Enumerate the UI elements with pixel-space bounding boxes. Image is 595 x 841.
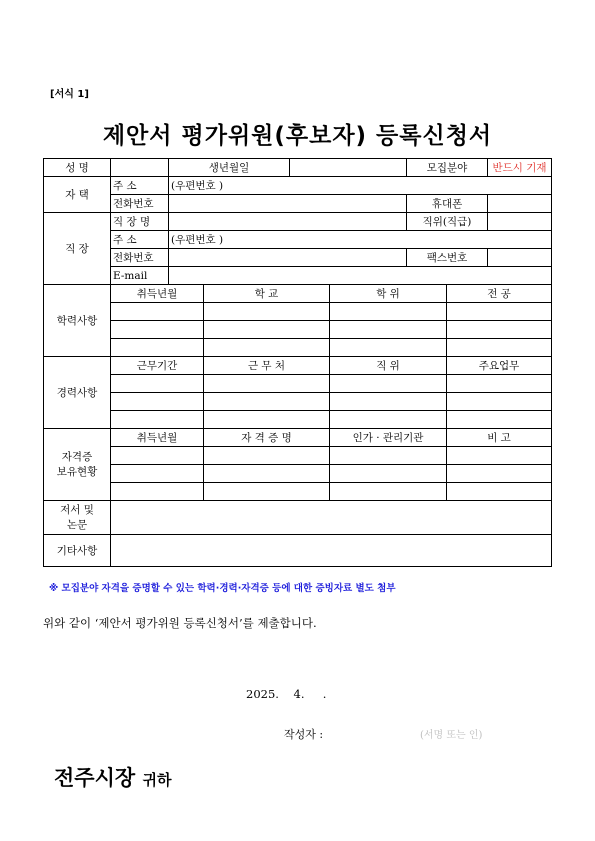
education-entry-row: [44, 321, 552, 339]
education-header-degree: 학 위: [330, 285, 447, 303]
home-address-row: [44, 177, 552, 195]
papers-row: [44, 501, 552, 535]
home-mobile-label: 휴대폰: [407, 195, 488, 213]
license-entry-row: [44, 465, 552, 483]
work-fax-label: 팩스번호: [407, 249, 488, 267]
education-header-date: 취득년월: [111, 285, 204, 303]
attachment-note: ※ 모집분야 자격을 증명할 수 있는 학력·경력·자격증 등에 대한 증빙자료 별도 첨부: [49, 583, 396, 594]
work-address-label: 주 소: [111, 231, 169, 249]
career-section-label: 경력사항: [44, 357, 111, 429]
home-phone-row: [44, 195, 552, 213]
field-label: 모집분야: [407, 159, 488, 177]
papers-section-label: 저서 및 논문: [44, 501, 111, 535]
addressee-name: 전주시장: [54, 766, 136, 790]
license-section-label: 자격증 보유현황: [44, 429, 111, 501]
submission-date: 2025. 4. .: [246, 687, 327, 701]
papers-field[interactable]: [111, 501, 552, 535]
addressee-honorific: 귀하: [142, 771, 172, 789]
work-company-label: 직 장 명: [111, 213, 169, 231]
addressee: [54, 762, 171, 792]
license-header-row: [44, 429, 552, 447]
career-entry-row: [44, 393, 552, 411]
work-company-field[interactable]: [169, 213, 407, 231]
work-address-field[interactable]: (우편번호 ): [169, 231, 552, 249]
license-entry-row: [44, 447, 552, 465]
work-email-row: [44, 267, 552, 285]
career-header-workplace: 근 무 처: [204, 357, 330, 375]
license-header-remarks: 비 고: [447, 429, 552, 447]
work-fax-field[interactable]: [488, 249, 552, 267]
career-header-period: 근무기간: [111, 357, 204, 375]
birth-label: 생년월일: [169, 159, 290, 177]
name-label: 성 명: [44, 159, 111, 177]
work-company-row: [44, 213, 552, 231]
etc-field[interactable]: [111, 535, 552, 567]
home-mobile-field[interactable]: [488, 195, 552, 213]
career-entry-row: [44, 411, 552, 429]
etc-row: [44, 535, 552, 567]
education-header-school: 학 교: [204, 285, 330, 303]
home-phone-label: 전화번호: [111, 195, 169, 213]
education-header-major: 전 공: [447, 285, 552, 303]
career-entry-row: [44, 375, 552, 393]
career-header-row: [44, 357, 552, 375]
home-phone-field[interactable]: [169, 195, 407, 213]
author-label: 작성자 :: [284, 728, 324, 741]
work-section-label: 직 장: [44, 213, 111, 285]
signature-hint[interactable]: (서명 또는 인): [420, 730, 483, 741]
work-phone-label: 전화번호: [111, 249, 169, 267]
name-field[interactable]: [111, 159, 169, 177]
etc-section-label: 기타사항: [44, 535, 111, 567]
career-header-duties: 주요업무: [447, 357, 552, 375]
work-position-label: 직위(직급): [407, 213, 488, 231]
work-email-field[interactable]: [169, 267, 552, 285]
education-entry-row: [44, 303, 552, 321]
license-header-name: 자 격 증 명: [204, 429, 330, 447]
form-number-label: [서식 1]: [50, 89, 89, 100]
registration-form-table: [43, 158, 552, 567]
home-address-label: 주 소: [111, 177, 169, 195]
name-row: [44, 159, 552, 177]
work-phone-row: [44, 249, 552, 267]
career-header-position: 직 위: [330, 357, 447, 375]
education-header-row: [44, 285, 552, 303]
page-title: 제안서 평가위원(후보자) 등록신청서: [102, 123, 493, 149]
birth-field[interactable]: [290, 159, 407, 177]
work-address-row: [44, 231, 552, 249]
field-value[interactable]: 반드시 기재: [488, 159, 552, 177]
license-entry-row: [44, 483, 552, 501]
submission-statement: 위와 같이 ‘제안서 평가위원 등록신청서’를 제출합니다.: [43, 616, 317, 630]
home-address-field[interactable]: (우편번호 ): [169, 177, 552, 195]
work-position-field[interactable]: [488, 213, 552, 231]
work-phone-field[interactable]: [169, 249, 407, 267]
education-section-label: 학력사항: [44, 285, 111, 357]
license-header-date: 취득년월: [111, 429, 204, 447]
license-header-issuer: 인가 · 관리기관: [330, 429, 447, 447]
work-email-label: E-mail: [111, 267, 169, 285]
home-section-label: 자 택: [44, 177, 111, 213]
education-entry-row: [44, 339, 552, 357]
